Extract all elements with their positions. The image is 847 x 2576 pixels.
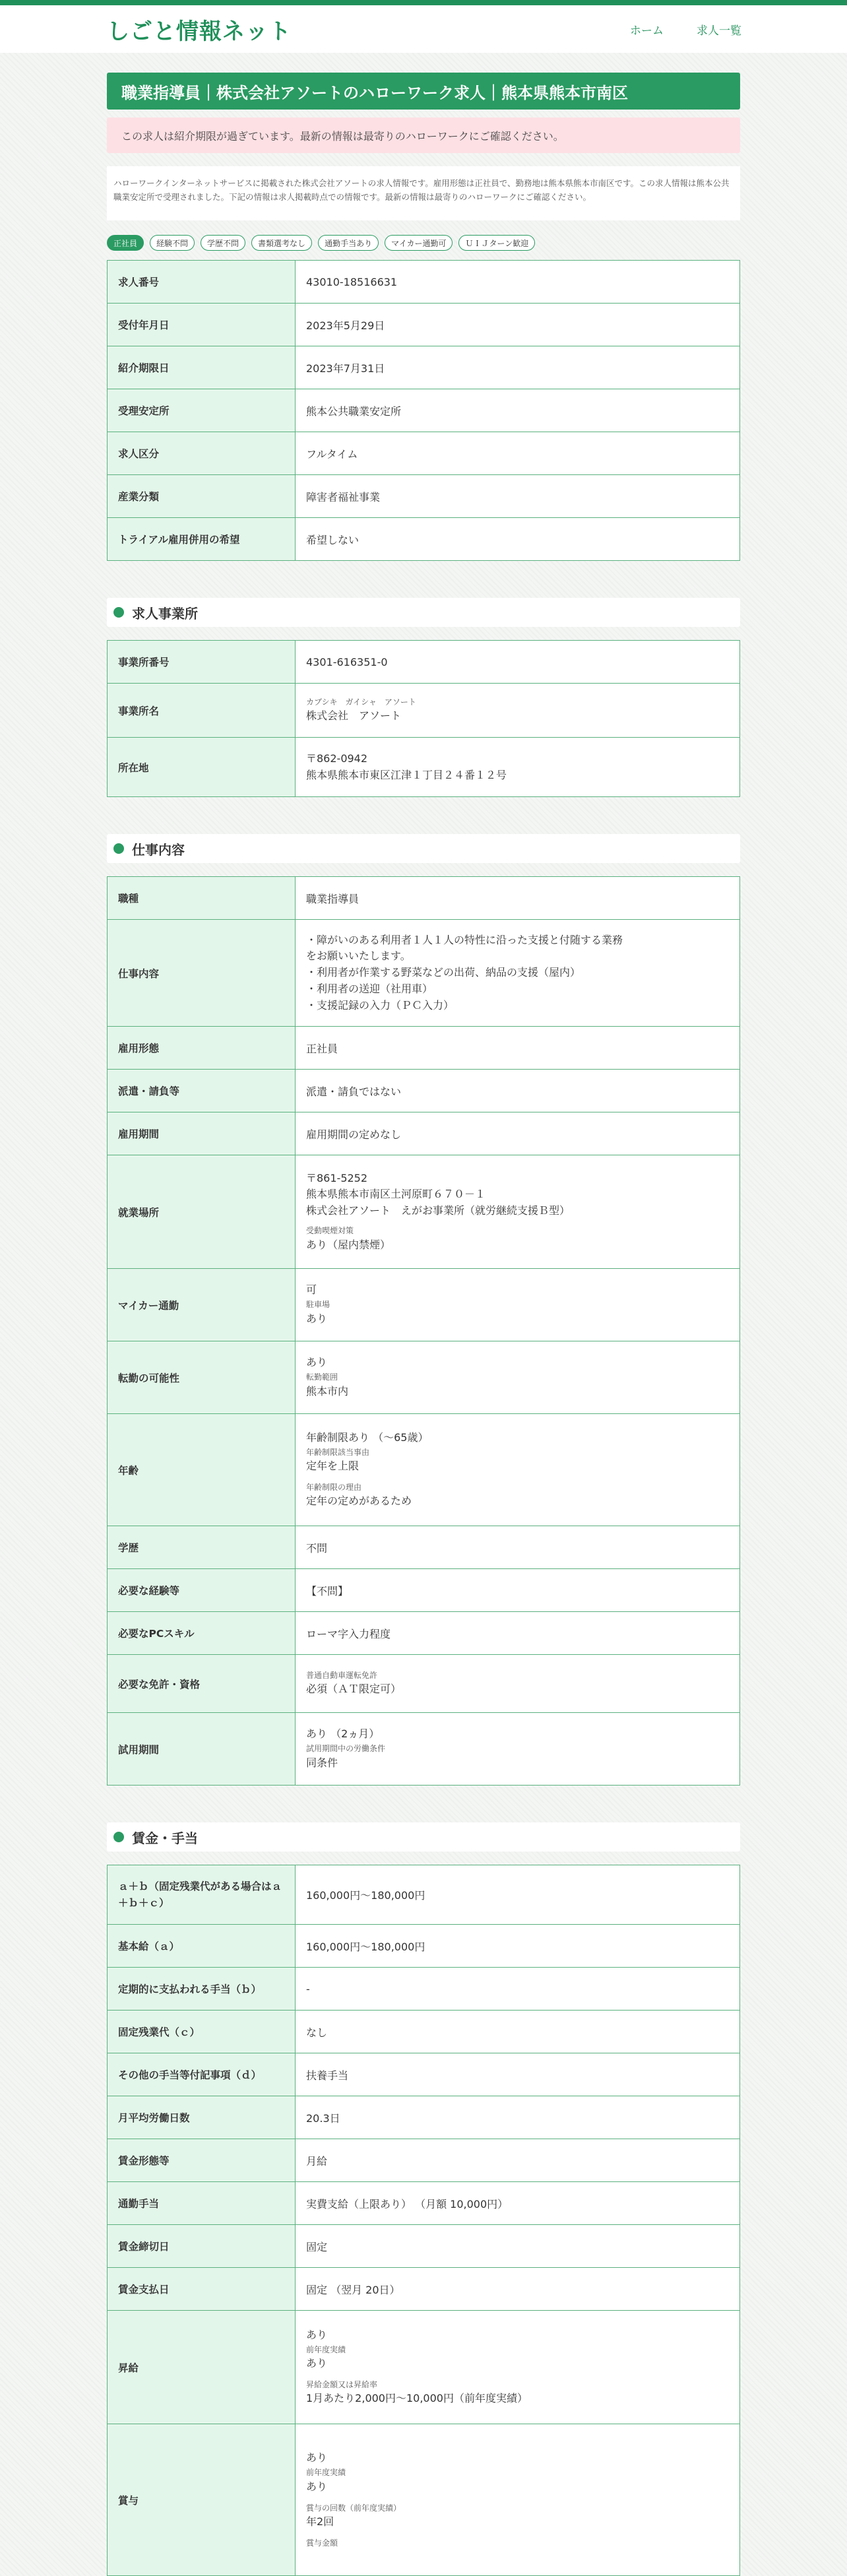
tag-full-time: 正社員: [107, 235, 144, 251]
table-row: [108, 2424, 740, 2576]
table-row: [108, 641, 740, 684]
car-commute-value: 可: [306, 1283, 317, 1297]
row-value: 扶養手当: [296, 2053, 740, 2096]
bonus-amount-label: 賞与金額: [306, 2538, 338, 2548]
row-label: 年齢: [108, 1414, 296, 1526]
content-line: ・支援記録の入力（ＰＣ入力）: [306, 998, 455, 1012]
row-value: 月給: [296, 2139, 740, 2182]
section-title: 賃金・手当: [132, 1830, 198, 1846]
row-label: 固定残業代（ｃ）: [108, 2011, 296, 2053]
row-label: 派遣・請負等: [108, 1070, 296, 1112]
office-name: 株式会社 アソート: [306, 709, 402, 723]
tag-uij-turn: ＵＩＪターン歓迎: [458, 235, 535, 251]
raise-amount-label: 昇給金額又は昇給率: [306, 2379, 378, 2389]
table-row: [108, 684, 740, 738]
row-label: 事業所番号: [108, 641, 296, 684]
row-label: 紹介期限日: [108, 346, 296, 389]
age-case-value: 定年を上限: [306, 1460, 360, 1473]
table-row: [108, 2268, 740, 2311]
row-label: 転勤の可能性: [108, 1341, 296, 1414]
row-value: 2023年5月29日: [296, 304, 740, 346]
section-heading-wage: [107, 1822, 740, 1852]
tag-list: [107, 235, 740, 251]
row-label: 受理安定所: [108, 389, 296, 432]
row-label: 賃金支払日: [108, 2268, 296, 2311]
trial-cond-value: 同条件: [306, 1756, 338, 1769]
bullet-dot-icon: [113, 607, 124, 618]
row-value: 派遣・請負ではない: [296, 1070, 740, 1112]
raise-amount-value: 1月あたり2,000円〜10,000円（前年度実績）: [306, 2392, 528, 2405]
trial-value: あり （2ヵ月）: [306, 1727, 380, 1741]
table-row: [108, 1027, 740, 1070]
table-row: [108, 432, 740, 475]
bonus-count-value: 年2回: [306, 2515, 334, 2528]
row-label: 定期的に支払われる手当（ｂ）: [108, 1968, 296, 2011]
age-value: 年齢制限あり （〜65歳）: [306, 1431, 429, 1444]
tag-no-experience: 経験不問: [150, 235, 195, 251]
table-row: [108, 1968, 740, 2011]
bonus-prev-value: あり: [306, 2480, 328, 2493]
tag-no-education: 学歴不問: [201, 235, 245, 251]
row-value: 固定 （翌月 20日）: [296, 2268, 740, 2311]
section-title: 求人事業所: [132, 605, 198, 622]
row-label: 通勤手当: [108, 2182, 296, 2225]
table-row: [108, 1925, 740, 1968]
bonus-count-label: 賞与の回数（前年度実績）: [306, 2503, 402, 2513]
content-line: ・利用者が作業する野菜などの出荷、納品の支援（屋内）: [306, 966, 581, 979]
row-label: 必要なPCスキル: [108, 1612, 296, 1655]
top-accent-bar: [0, 0, 847, 5]
main-content: [107, 53, 740, 2576]
row-value: 正社員: [296, 1027, 740, 1070]
row-label: 必要な経験等: [108, 1569, 296, 1612]
table-row: [108, 2311, 740, 2424]
job-description-note: ハローワークインターネットサービスに掲載された株式会社アソートの求人情報です。雇用形態は正社員で、勤務地は熊本県熊本市南区です。この求人情報は熊本公共職業安定所で受理されました。下記の情報は求人掲載時点での情報です。最新の情報は最寄りのハローワークにご確認ください。: [107, 166, 740, 220]
wage-table: [107, 1865, 740, 2576]
table-row: [108, 1865, 740, 1925]
bullet-dot-icon: [113, 1832, 124, 1842]
site-header: [0, 5, 847, 53]
bonus-value: あり: [306, 2451, 328, 2464]
summary-table: [107, 260, 740, 561]
office-number: 4301-616351-0: [296, 641, 740, 684]
raise-prev-label: 前年度実績: [306, 2344, 346, 2354]
row-value: 【不問】: [296, 1569, 740, 1612]
transfer-range-label: 転勤範囲: [306, 1372, 338, 1382]
row-label: 求人番号: [108, 261, 296, 304]
row-label: その他の手当等付記事項（ｄ）: [108, 2053, 296, 2096]
row-label: 月平均労働日数: [108, 2096, 296, 2139]
row-label: 受付年月日: [108, 304, 296, 346]
row-value: 160,000円〜180,000円: [296, 1925, 740, 1968]
table-row: [108, 1341, 740, 1414]
row-value: 固定: [296, 2225, 740, 2268]
content-line: をお願いいたします。: [306, 950, 411, 963]
table-row: [108, 920, 740, 1027]
row-value: 障害者福祉事業: [296, 475, 740, 518]
expired-alert: この求人は紹介期限が過ぎています。最新の情報は最寄りのハローワークにご確認ください。: [107, 117, 740, 153]
row-label: 基本給（ａ）: [108, 1925, 296, 1968]
row-value: 希望しない: [296, 518, 740, 561]
row-label: 就業場所: [108, 1155, 296, 1269]
row-label: マイカー通勤: [108, 1269, 296, 1341]
row-label: 求人区分: [108, 432, 296, 475]
row-label: 昇給: [108, 2311, 296, 2424]
row-value: 160,000円〜180,000円: [296, 1865, 740, 1925]
transfer-range-value: 熊本市内: [306, 1384, 349, 1398]
table-row: [108, 1414, 740, 1526]
row-label: 所在地: [108, 738, 296, 797]
row-label: 産業分類: [108, 475, 296, 518]
row-value: -: [296, 1968, 740, 2011]
page-title: 職業指導員｜株式会社アソートのハローワーク求人｜熊本県熊本市南区: [107, 73, 740, 110]
section-heading-office: [107, 598, 740, 627]
row-value: 熊本公共職業安定所: [296, 389, 740, 432]
row-label: トライアル雇用併用の希望: [108, 518, 296, 561]
row-label: 学歴: [108, 1526, 296, 1569]
table-row: [108, 2182, 740, 2225]
age-reason-value: 定年の定めがあるため: [306, 1495, 412, 1508]
tag-car-commute: マイカー通勤可: [385, 235, 453, 251]
row-value: 不問: [296, 1526, 740, 1569]
workplace-address: 熊本県熊本市南区土河原町６７０－１: [306, 1188, 486, 1201]
row-value: 2023年7月31日: [296, 346, 740, 389]
trial-cond-label: 試用期間中の労働条件: [306, 1744, 386, 1754]
row-value: 43010-18516631: [296, 261, 740, 304]
main-nav: [630, 21, 741, 38]
table-row: [108, 389, 740, 432]
tag-no-document-screening: 書類選考なし: [251, 235, 312, 251]
raise-prev-value: あり: [306, 2357, 328, 2370]
table-row: [108, 475, 740, 518]
section-heading-job: [107, 834, 740, 863]
content-line: ・障がいのある利用者１人１人の特性に沿った支援と付随する業務: [306, 933, 623, 946]
office-name-kana: カブシキ ガイシャ アソート: [306, 697, 416, 707]
row-value: 職業指導員: [296, 877, 740, 920]
table-row: [108, 1155, 740, 1269]
table-row: [108, 1070, 740, 1112]
table-row: [108, 1655, 740, 1713]
nav-home-link[interactable]: ホーム: [630, 24, 664, 38]
row-label: 試用期間: [108, 1713, 296, 1786]
table-row: [108, 346, 740, 389]
table-row: [108, 2011, 740, 2053]
bonus-prev-label: 前年度実績: [306, 2468, 346, 2478]
table-row: [108, 877, 740, 920]
license-value: 必須（ＡＴ限定可）: [306, 1683, 402, 1696]
site-logo[interactable]: しごと情報ネット: [107, 18, 292, 45]
raise-value: あり: [306, 2328, 328, 2341]
table-row: [108, 1713, 740, 1786]
table-row: [108, 518, 740, 561]
workplace-zip: 〒861-5252: [306, 1171, 368, 1184]
table-row: [108, 2096, 740, 2139]
bullet-dot-icon: [113, 843, 124, 854]
table-row: [108, 1569, 740, 1612]
office-zip: 〒862-0942: [306, 752, 368, 765]
row-label: 職種: [108, 877, 296, 920]
smoking-label: 受動喫煙対策: [306, 1226, 354, 1235]
row-value: 雇用期間の定めなし: [296, 1112, 740, 1155]
table-row: [108, 1612, 740, 1655]
table-row: [108, 261, 740, 304]
office-table: [107, 640, 740, 797]
row-label: 雇用期間: [108, 1112, 296, 1155]
table-row: [108, 304, 740, 346]
table-row: [108, 738, 740, 797]
row-label: 賃金形態等: [108, 2139, 296, 2182]
age-reason-label: 年齢制限の理由: [306, 1482, 362, 1492]
job-table: [107, 876, 740, 1786]
content-line: ・利用者の送迎（社用車）: [306, 982, 433, 995]
workplace-name: 株式会社アソート えがお事業所（就労継続支援Ｂ型）: [306, 1204, 571, 1217]
row-label: 事業所名: [108, 684, 296, 738]
parking-value: あり: [306, 1312, 328, 1325]
tag-commute-allowance: 通勤手当あり: [318, 235, 379, 251]
row-label: 仕事内容: [108, 920, 296, 1027]
nav-job-list-link[interactable]: 求人一覧: [697, 24, 741, 38]
table-row: [108, 2225, 740, 2268]
age-case-label: 年齢制限該当事由: [306, 1447, 370, 1457]
table-row: [108, 2139, 740, 2182]
row-value: 20.3日: [296, 2096, 740, 2139]
row-label: 雇用形態: [108, 1027, 296, 1070]
table-row: [108, 1269, 740, 1341]
table-row: [108, 1112, 740, 1155]
row-value: ローマ字入力程度: [296, 1612, 740, 1655]
table-row: [108, 2053, 740, 2096]
row-label: 必要な免許・資格: [108, 1655, 296, 1713]
smoking-value: あり（屋内禁煙）: [306, 1238, 391, 1251]
row-value: 実費支給（上限あり） （月額 10,000円）: [296, 2182, 740, 2225]
office-address: 熊本県熊本市東区江津１丁目２４番１２号: [306, 768, 507, 781]
license-name: 普通自動車運転免許: [306, 1670, 378, 1680]
row-label: 賃金締切日: [108, 2225, 296, 2268]
row-label: ａ＋ｂ（固定残業代がある場合はａ＋ｂ＋ｃ）: [108, 1865, 296, 1925]
parking-label: 駐車場: [306, 1300, 330, 1310]
row-value: フルタイム: [296, 432, 740, 475]
transfer-value: あり: [306, 1356, 328, 1369]
section-title: 仕事内容: [132, 841, 185, 858]
row-label: 賞与: [108, 2424, 296, 2576]
row-value: なし: [296, 2011, 740, 2053]
table-row: [108, 1526, 740, 1569]
